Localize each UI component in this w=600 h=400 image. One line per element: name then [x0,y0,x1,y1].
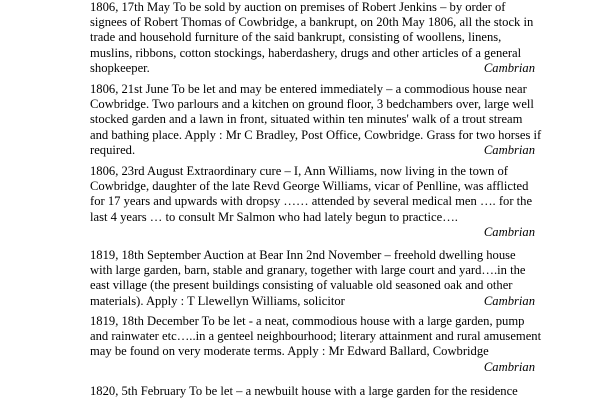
entry-line: last 4 years … to consult Mr Salmon who had lately begun to practice…. [90,209,458,224]
entry-line: 1806, 17th May To be sold by auction on premises of Robert Jenkins – by order of [90,0,506,14]
source-label: Cambrian [483,142,535,157]
entry-line: and bathing place. Apply : Mr C Bradley, Post Office, Cowbridge. Grass for two horses if [90,127,542,142]
source-label: Cambrian [483,60,535,75]
entry-line: signees of Robert Thomas of Cowbridge, a bankrupt, on 20th May 1806, all the stock in [90,15,534,30]
entry-line: east village (the present buildings consisting of valuable old seasoned oak and other [90,278,513,293]
entry-line: muslins, ribbons, cotton stockings, haberdashery, drugs and other articles of a general [90,45,522,60]
entry-1820-february [90,384,535,399]
entry-line: Cowbridge, daughter of the late Revd George Williams, vicar of Penlline, was afflicted [90,179,529,194]
entry-line: with large garden, barn, stable and granary, together with large court and yard….in the [90,263,526,278]
entry-1806-may: 1806, 17th May To be sold by auction on premises of Robert Jenkins – by order of signees of Robert Thomas of Cowbridge, a bankrupt, on 20th May 1806, all the stock in trade and household furniture of the said bankrupt, consisting of woollens, linens, muslins, ribbons, cotton stockings, haberdashery, drugs and other articles of a general shopkeeper. Cambrian [90,0,535,75]
entry-line: Cowbridge. Two parlours and a kitchen on ground floor, 3 bedchambers over, large well [90,97,534,112]
entry-1806-august [90,164,535,240]
entry-line: stocked garden and a lawn in front, situated within ten minutes' walk of a trout stream [90,112,523,127]
entry-line: for 17 years and upwards with dropsy …… attended by several medical men …. for the [90,194,533,209]
entry-line: trade and household furniture of the said bankrupt, consisting of woollens, linens, [90,30,502,45]
entry-1819-september: 1819, 18th September Auction at Bear Inn 2nd November – freehold dwelling house with large garden, barn, stable and granary, together with large court and yard….in the east village (the present buildings consisting of valuable old seasoned oak and other materials). Apply : T Llewellyn Williams, solicitor Cambrian [90,248,535,308]
entry-line: 1806, 23rd August Extraordinary cure – I, Ann Williams, now living in the town of [90,164,508,178]
entry-line: may be found on very moderate terms. Apply : Mr Edward Ballard, Cowbridge [90,344,489,359]
entry-line: 1806, 21st June To be let and may be entered immediately – a commodious house near [90,82,527,96]
entry-line: 1819, 18th September Auction at Bear Inn 2nd November – freehold dwelling house [90,248,516,262]
entry-1819-december [90,314,542,375]
entry-line: and rainwater etc…..in a genteel neighbourhood; literary attainment and rural amusement [90,329,542,344]
source-label: Cambrian [483,224,535,239]
source-label: Cambrian [483,293,535,308]
source-label: Cambrian [483,359,535,374]
entry-line: 1819, 18th December To be let - a neat, commodious house with a large garden, pump [90,314,525,328]
entry-line: 1820, 5th February To be let – a newbuilt house with a large garden for the residence [90,384,518,398]
entry-1806-june: 1806, 21st June To be let and may be entered immediately – a commodious house near Cowbridge. Two parlours and a kitchen on ground floor, 3 bedchambers over, large well stocked garden and a lawn in front, situated within ten minutes' walk of a trout stream and bathing place. Apply : Mr C Bradley, Post Office, Cowbridge. Grass for two horses if required. Cambrian [90,82,542,157]
